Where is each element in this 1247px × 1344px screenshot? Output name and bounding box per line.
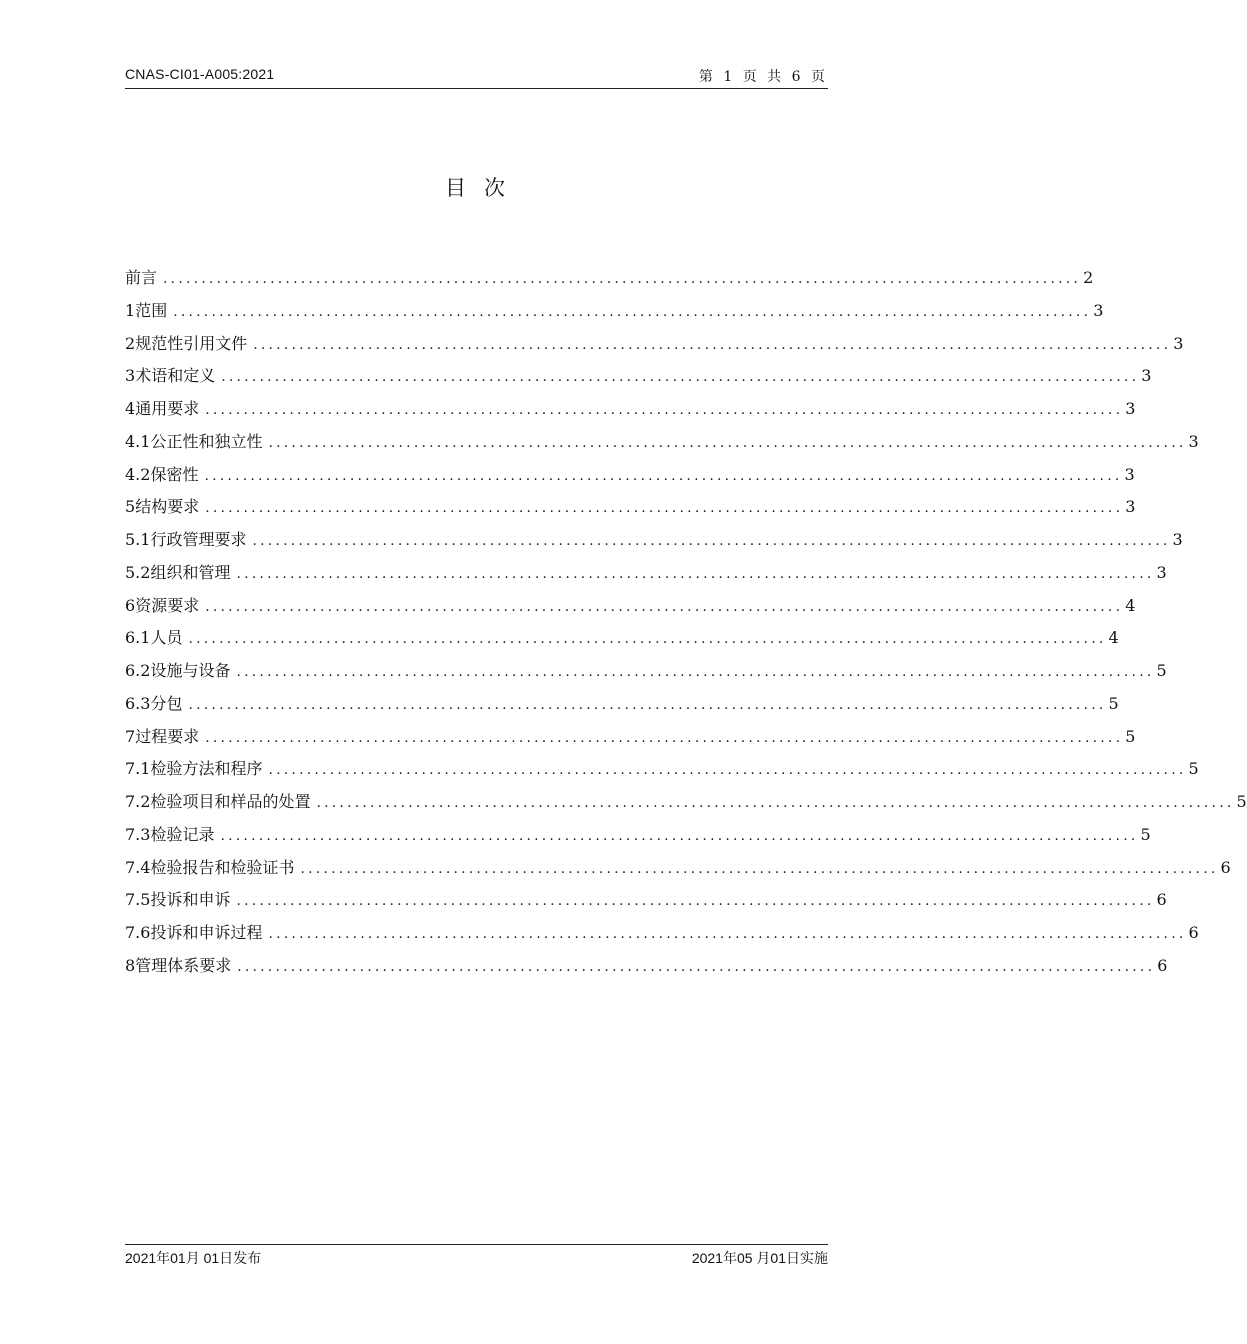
toc-entry-label: 范围: [135, 300, 168, 320]
toc-entry[interactable]: [125, 786, 1247, 819]
page-header: [125, 66, 828, 89]
toc-entry-label: 资源要求: [135, 595, 200, 615]
toc-entry[interactable]: [125, 557, 1167, 590]
toc-leader-dots: ........................................................................................................................: [205, 729, 1124, 746]
toc-leader-dots: ........................................................................................................................: [236, 893, 1155, 910]
toc-leader-dots: ........................................................................................................................: [188, 631, 1107, 648]
toc-entry[interactable]: [125, 721, 1136, 754]
toc-entry[interactable]: [125, 655, 1167, 688]
toc-leader-dots: ........................................................................................................................: [300, 860, 1219, 877]
effective-date: 2021年05 月01日实施: [691, 1250, 828, 1266]
toc-entry[interactable]: [125, 295, 1104, 328]
toc-entry[interactable]: [125, 360, 1152, 393]
toc-entry[interactable]: [125, 393, 1136, 426]
toc-entry-page: 3: [1156, 562, 1167, 582]
toc-entry-page: 3: [1141, 366, 1152, 386]
toc-entry-page: 3: [1124, 464, 1135, 484]
toc-entry[interactable]: [125, 426, 1199, 459]
toc-entry-page: 3: [1173, 333, 1184, 353]
toc-entry[interactable]: [125, 884, 1167, 917]
toc-entry-label: 术语和定义: [135, 366, 216, 386]
toc-entry-number: 4.2: [125, 464, 151, 484]
toc-entry-page: 5: [1156, 661, 1167, 680]
toc-entry-label: 言: [141, 268, 158, 287]
toc-entry-page: 5: [1188, 759, 1199, 779]
toc-entry[interactable]: [125, 590, 1136, 623]
toc-entry-number: 6.3: [125, 693, 151, 713]
toc-entry-label: 规范性引用文件: [135, 333, 248, 353]
toc-leader-dots: ........................................................................................................................: [252, 533, 1171, 549]
toc-entry[interactable]: [125, 524, 1183, 557]
toc-entry-label: 分包: [150, 693, 183, 713]
toc-leader-dots: ........................................................................................................................: [316, 795, 1235, 811]
toc-entry[interactable]: [125, 328, 1184, 361]
toc-entry-page: 6: [1156, 890, 1167, 910]
toc-entry-number: 6: [125, 595, 136, 615]
toc-entry-page: 6: [1157, 955, 1168, 975]
toc-entry[interactable]: [125, 688, 1119, 721]
toc-entry-page: 6: [1220, 857, 1231, 877]
toc-entry-number: 5.1: [125, 530, 151, 549]
toc-entry[interactable]: [125, 917, 1199, 950]
toc-entry-number: 6.1: [125, 628, 151, 648]
toc-entry-number: 7.1: [125, 759, 151, 779]
toc-entry-number: 4.1: [125, 431, 151, 451]
toc-entry-number: 1: [125, 300, 136, 320]
toc-leader-dots: ........................................................................................................................: [205, 598, 1124, 615]
toc-entry-page: 3: [1188, 431, 1199, 451]
toc-leader-dots: ........................................................................................................................: [236, 565, 1155, 582]
toc-leader-dots: ........................................................................................................................: [236, 664, 1155, 680]
toc-entry-number: 7.6: [125, 923, 151, 942]
toc-entry-label: 通用要求: [135, 399, 200, 418]
toc-leader-dots: ........................................................................................................................: [237, 958, 1156, 975]
toc-entry-number: 5.2: [125, 562, 151, 582]
table-of-contents: [125, 262, 1247, 983]
toc-entry-number: 6.2: [125, 661, 151, 680]
toc-entry-number: 4: [125, 399, 136, 418]
toc-entry-number: 7.5: [125, 890, 151, 910]
toc-leader-dots: ........................................................................................................................: [188, 696, 1107, 713]
toc-entry-number: 5: [125, 497, 136, 517]
toc-entry-page: 5: [1140, 824, 1151, 844]
toc-entry-number: 7: [125, 726, 136, 746]
document-id: CNAS-CI01-A005:2021: [125, 66, 275, 82]
toc-entry-number: 8: [125, 955, 136, 975]
toc-entry-page: 3: [1172, 530, 1183, 549]
toc-entry-page: 5: [1125, 726, 1136, 746]
page-info: 第 1 页 共 6 页: [698, 69, 828, 85]
toc-leader-dots: ........................................................................................................................: [163, 271, 1082, 287]
toc-leader-dots: ........................................................................................................................: [205, 500, 1124, 517]
toc-entry-page: 4: [1108, 628, 1119, 648]
toc-entry-page: 4: [1125, 595, 1136, 615]
toc-leader-dots: ........................................................................................................................: [253, 336, 1172, 353]
toc-entry-label: 投诉和申诉: [150, 890, 231, 910]
toc-entry-label: 检验方法和程序: [150, 759, 263, 779]
toc-entry-label: 设施与设备: [150, 661, 231, 680]
toc-entry-label: 检验报告和检验证书: [150, 857, 295, 877]
toc-entry-page: 3: [1125, 497, 1136, 517]
toc-leader-dots: ........................................................................................................................: [268, 762, 1187, 779]
toc-entry-page: 6: [1188, 923, 1199, 942]
toc-entry-label: 检验记录: [150, 824, 215, 844]
toc-leader-dots: ........................................................................................................................: [221, 369, 1140, 386]
toc-entry-label: 公正性和独立性: [150, 431, 263, 451]
toc-entry-number: 前: [125, 268, 142, 287]
toc-entry-label: 检验项目和样品的处置: [150, 792, 311, 811]
toc-leader-dots: ........................................................................................................................: [220, 827, 1139, 844]
toc-entry-page: 5: [1236, 792, 1247, 811]
toc-entry-number: 3: [125, 366, 136, 386]
toc-entry-page: 2: [1083, 268, 1094, 287]
toc-entry[interactable]: [125, 262, 1094, 295]
toc-entry-label: 过程要求: [135, 726, 200, 746]
toc-entry-number: 7.4: [125, 857, 151, 877]
page-title: 目次: [445, 176, 523, 200]
page-footer: [125, 1244, 828, 1266]
toc-leader-dots: ........................................................................................................................: [268, 434, 1187, 451]
toc-entry[interactable]: [125, 459, 1135, 492]
toc-entry-label: 组织和管理: [150, 562, 231, 582]
toc-entry-label: 投诉和申诉过程: [150, 923, 263, 942]
toc-entry-number: 2: [125, 333, 136, 353]
toc-entry-label: 人员: [150, 628, 183, 648]
toc-entry-page: 3: [1093, 300, 1104, 320]
toc-entry-label: 行政管理要求: [150, 530, 247, 549]
toc-entry-label: 结构要求: [135, 497, 200, 517]
toc-entry[interactable]: [125, 753, 1199, 786]
toc-entry[interactable]: [125, 491, 1136, 524]
toc-leader-dots: ........................................................................................................................: [173, 303, 1092, 320]
toc-entry-page: 3: [1125, 399, 1136, 418]
toc-entry-page: 5: [1108, 693, 1119, 713]
toc-leader-dots: ........................................................................................................................: [204, 467, 1123, 484]
toc-entry-number: 7.3: [125, 824, 151, 844]
toc-leader-dots: ........................................................................................................................: [268, 926, 1187, 942]
toc-leader-dots: ........................................................................................................................: [205, 402, 1124, 418]
toc-entry[interactable]: [125, 622, 1119, 655]
toc-entry[interactable]: [125, 852, 1231, 885]
toc-entry[interactable]: [125, 819, 1151, 852]
toc-entry-label: 管理体系要求: [135, 955, 232, 975]
toc-entry[interactable]: [125, 950, 1168, 983]
toc-entry-number: 7.2: [125, 792, 151, 811]
publish-date: 2021年01月 01日发布: [125, 1250, 262, 1266]
toc-entry-label: 保密性: [150, 464, 199, 484]
